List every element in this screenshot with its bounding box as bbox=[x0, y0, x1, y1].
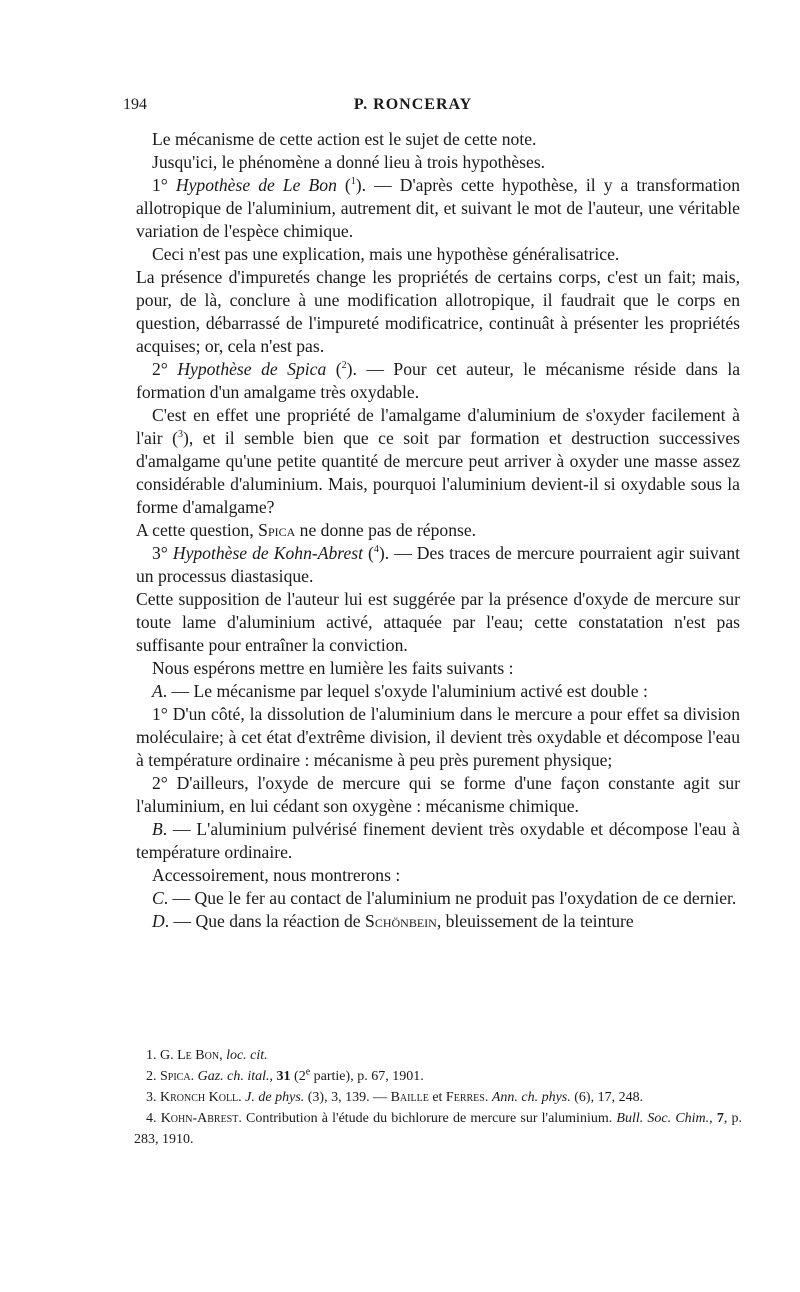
paragraph: A. — Le mécanisme par lequel s'oxyde l'aluminium activé est double : bbox=[152, 681, 648, 701]
footnote-ref: 3 bbox=[177, 429, 183, 441]
author-name: Spica bbox=[258, 520, 296, 540]
item-label: C bbox=[152, 888, 164, 908]
paragraph: La présence d'impuretés change les propriétés de certains corps, c'est un fait; mais, pour, de là, conclure à une modification allotropique, il faudrait que le corps en question, débarrassé de l'impureté modificatrice, continuât à présenter les propriétés acquises; or, cela n'est pas. bbox=[136, 267, 740, 356]
footnote-ref: 1 bbox=[350, 176, 356, 188]
footnote-ref: 2 bbox=[341, 360, 347, 372]
paragraph: 1° Hypothèse de Le Bon ($^1$). — D'après cette hypothèse, il y a transformation allotropique de l'aluminium, autrement dit, et suivant le mot de l'auteur, une véritable variation de l'espèce chimique. bbox=[136, 175, 740, 241]
footnote-ref: 4 bbox=[373, 544, 379, 556]
paragraph: 2° Hypothèse de Spica ($^2$). — Pour cet auteur, le mécanisme réside dans la formation d'un amalgame très oxydable. bbox=[136, 359, 741, 402]
paragraph: Le mécanisme de cette action est le sujet de cette note. bbox=[152, 129, 537, 149]
paragraph: 1° D'un côté, la dissolution de l'aluminium dans le mercure a pour effet sa division moléculaire; à cet état d'extrême division, il devient très oxydable et décompose l'eau à température ordinaire : mécanisme à peu près purement physique; bbox=[136, 704, 740, 770]
footnote: 2. Spica. Gaz. ch. ital., 31 (2e partie), p. 67, 1901. bbox=[146, 1066, 424, 1084]
hypothesis-title: Hypothèse de Le Bon bbox=[175, 175, 337, 195]
page-number: 194 bbox=[123, 96, 147, 113]
footnotes bbox=[134, 1045, 742, 1150]
paragraph: 2° D'ailleurs, l'oxyde de mercure qui se forme d'une façon constante agit sur l'aluminium, en lui cédant son oxygène : mécanisme chimique. bbox=[136, 773, 740, 816]
paragraph: Ceci n'est pas une explication, mais une hypothèse généralisatrice. bbox=[152, 244, 620, 264]
page-header bbox=[123, 96, 703, 118]
item-label: B bbox=[152, 819, 163, 839]
paragraph: Accessoirement, nous montrerons : bbox=[152, 865, 401, 885]
paragraph: Nous espérons mettre en lumière les faits suivants : bbox=[152, 658, 514, 678]
footnote: 3. Kronch Koll. J. de phys. (3), 3, 139. — Baille et Ferres. Ann. ch. phys. (6), 17, 248. bbox=[146, 1090, 644, 1105]
paragraph: D. — Que dans la réaction de Schönbein, bleuissement de la teinture bbox=[152, 911, 634, 931]
running-head: P. RONCERAY bbox=[353, 96, 473, 113]
paragraph: Jusqu'ici, le phénomène a donné lieu à trois hypothèses. bbox=[152, 152, 546, 172]
paragraph: C'est en effet une propriété de l'amalgame d'aluminium de s'oxyder facilement à l'air ($^3$), et il semble bien que ce soit par formation et destruction successives d'amalgame qu'une petite quantité de mercure peut arriver à oxyder une masse assez considérable d'aluminium. Mais, pourquoi l'aluminium devient-il si oxydable sous la forme d'amalgame? bbox=[136, 405, 740, 517]
paragraph: 3° Hypothèse de Kohn-Abrest ($^4$). — Des traces de mercure pourraient agir suivant un processus diastasique. bbox=[136, 543, 740, 586]
paragraph: B. — L'aluminium pulvérisé finement devient très oxydable et décompose l'eau à température ordinaire. bbox=[136, 819, 740, 862]
hypothesis-title: Hypothèse de Spica bbox=[177, 359, 327, 379]
item-label: D bbox=[152, 911, 165, 931]
hypothesis-title: Hypothèse de Kohn-Abrest bbox=[172, 543, 364, 563]
paragraph: C. — Que le fer au contact de l'aluminium ne produit pas l'oxydation de ce dernier. bbox=[152, 888, 737, 908]
footnote: 1. G. Le Bon, loc. cit. bbox=[146, 1048, 268, 1063]
author-name: Schönbein bbox=[365, 911, 437, 931]
paragraph: Cette supposition de l'auteur lui est suggérée par la présence d'oxyde de mercure sur toute lame d'aluminium activé, attaquée par l'eau; cette constatation n'est pas suffisante pour entraîner la conviction. bbox=[136, 589, 740, 655]
footnote: 4. Kohn-Abrest. Contribution à l'étude du bichlorure de mercure sur l'aluminium. Bull. Soc. Chim., 7, p. 283, 1910. bbox=[134, 1111, 743, 1147]
body-text bbox=[136, 128, 740, 933]
item-label: A bbox=[152, 681, 163, 701]
paragraph: A cette question, Spica ne donne pas de réponse. bbox=[136, 520, 477, 540]
